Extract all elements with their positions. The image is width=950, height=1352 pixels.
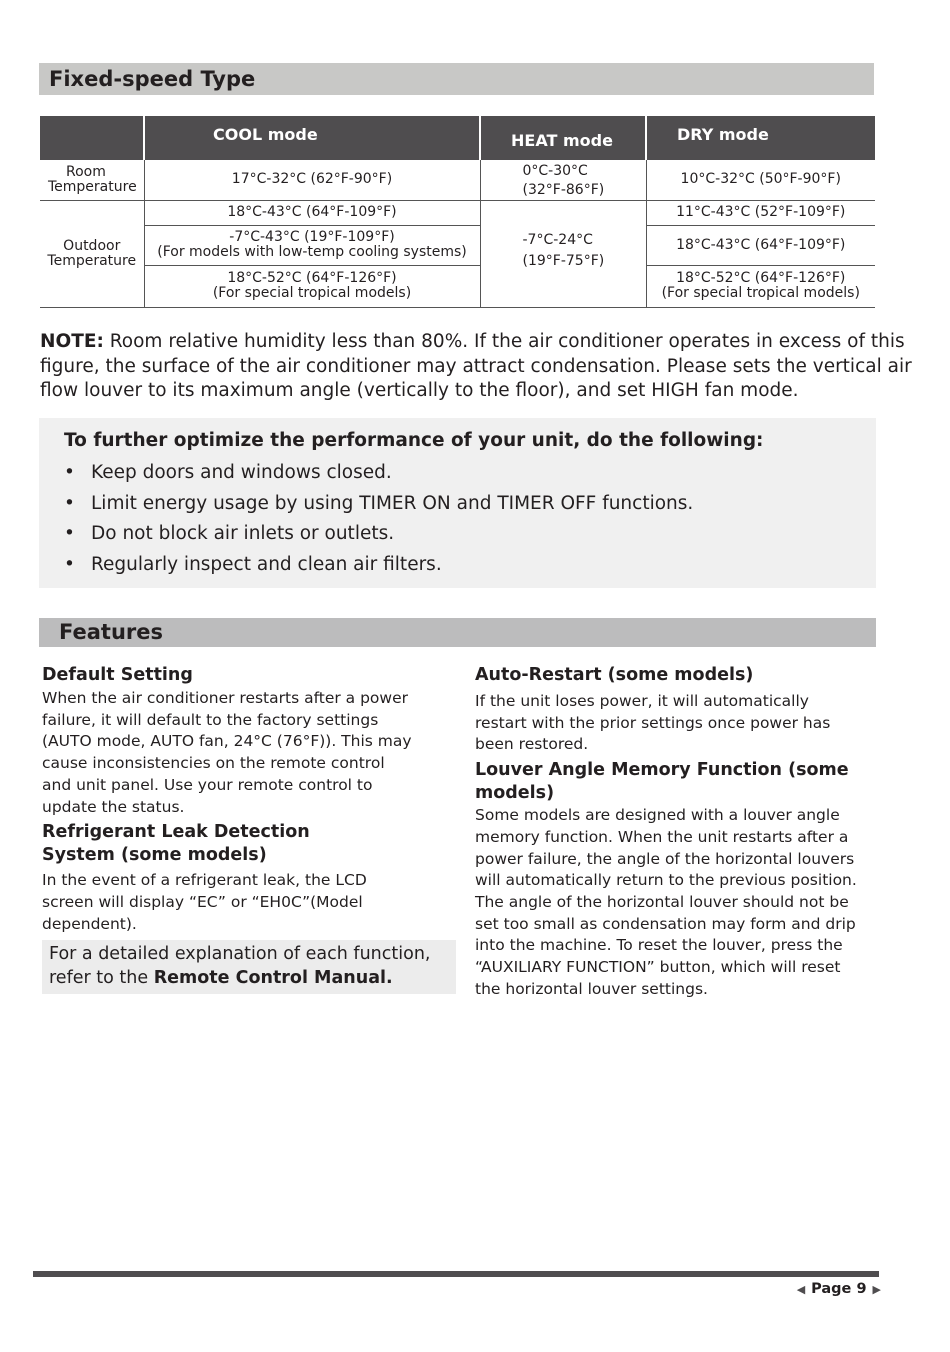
louver-memory-text: Some models are designed with a louver angle memory function. When the unit restarts after a power failure, the angle of the horizontal louvers will automatically return to the previous position. The angle of the horizontal louver should not be set too small as condensation may form and drip into the machine. To reset the louver, press the “AUXILIARY FUNCTION” button, which will reset the horizontal louver settings. [475,806,857,998]
cell-outdoor-cool-3: 18°C-52°C (64°F-126°F) (For special tropical models) [144,265,480,307]
note-text: Room relative humidity less than 80%. If the air conditioner operates in excess of this figure, the surface of the air conditioner may attract condensation. Please sets the vertical air flow louver to its maximum angle (vertically to the floor), and set HIGH fan mode. [40,331,912,401]
cell-outdoor-cool-1: 18°C-43°C (64°F-109°F) [144,200,480,225]
cell-room-heat: 0°C-30°C (32°F-86°F) [480,160,646,200]
note-label: NOTE: [40,331,104,352]
cell-outdoor-heat: -7°C-24°C (19°F-75°F) [480,200,646,307]
page-indicator [797,1281,881,1297]
louver-memory-heading: Louver Angle Memory Function (some models) [475,760,849,804]
humidity-note [40,330,920,404]
tips-list [64,460,693,582]
footer-rule [33,1271,879,1277]
cell-outdoor-dry-3: 18°C-52°C (64°F-126°F) (For special tropical models) [646,265,875,307]
list-item: • Do not block air inlets or outlets. [64,523,395,544]
operating-temperature-table [40,116,875,308]
table-row-outdoor-1 [40,200,875,225]
header-cool-mode: COOL mode [144,116,480,160]
default-setting-heading: Default Setting [42,665,193,685]
default-setting-text: When the air conditioner restarts after a power failure, it will default to the factory settings (AUTO mode, AUTO fan, 24°C (76°F)). This may cause inconsistencies on the remote control and unit panel. Use your remote control to update the status. [42,689,412,816]
remote-manual-title: Remote Control Manual. [153,968,393,989]
prev-triangle-icon: ◀ [796,1282,806,1296]
row-label-room: Room Temperature [40,160,144,200]
cell-room-dry: 10°C-32°C (50°F-90°F) [646,160,875,200]
auto-restart-text: If the unit loses power, it will automatically restart with the prior settings once power has been restored. [475,692,831,754]
table-row-outdoor-3 [40,265,875,307]
optimization-tips-box [39,418,876,588]
next-triangle-icon: ▶ [872,1282,881,1296]
cell-outdoor-dry-1: 11°C-43°C (52°F-109°F) [646,200,875,225]
auto-restart-heading: Auto-Restart (some models) [475,665,754,685]
leak-detection-text: In the event of a refrigerant leak, the LCD screen will display “EC” or “EH0C”(Model dependent). [42,871,367,933]
cell-room-cool: 17°C-32°C (62°F-90°F) [144,160,480,200]
row-label-outdoor: Outdoor Temperature [40,200,144,307]
remote-manual-reference: For a detailed explanation of each function, refer to the Remote Control Manual. [42,940,456,994]
features-left-column [42,664,462,994]
cell-outdoor-dry-2: 18°C-43°C (64°F-109°F) [646,225,875,265]
table-row-room [40,160,875,200]
list-item: • Limit energy usage by using TIMER ON and TIMER OFF functions. [64,492,694,514]
table-header-row [40,116,875,160]
section-title: Fixed-speed Type [49,67,256,91]
list-item: • Keep doors and windows closed. [64,462,392,483]
section-header-features [39,618,876,647]
header-dry-mode: DRY mode [646,116,875,160]
list-item: • Regularly inspect and clean air filters. [64,553,442,575]
header-heat-mode: HEAT mode [480,116,646,160]
section-header-fixed-speed [39,63,874,95]
leak-detection-heading: Refrigerant Leak Detection System (some models) [42,822,310,866]
header-blank [40,116,144,160]
cell-outdoor-cool-2: -7°C-43°C (19°F-109°F) (For models with low-temp cooling systems) [144,225,480,265]
features-right-column [475,664,895,1000]
section-title: Features [59,620,163,644]
table-row-outdoor-2 [40,225,875,265]
tips-title: To further optimize the performance of your unit, do the following: [64,430,764,451]
page-number: Page 9 [811,1281,867,1297]
